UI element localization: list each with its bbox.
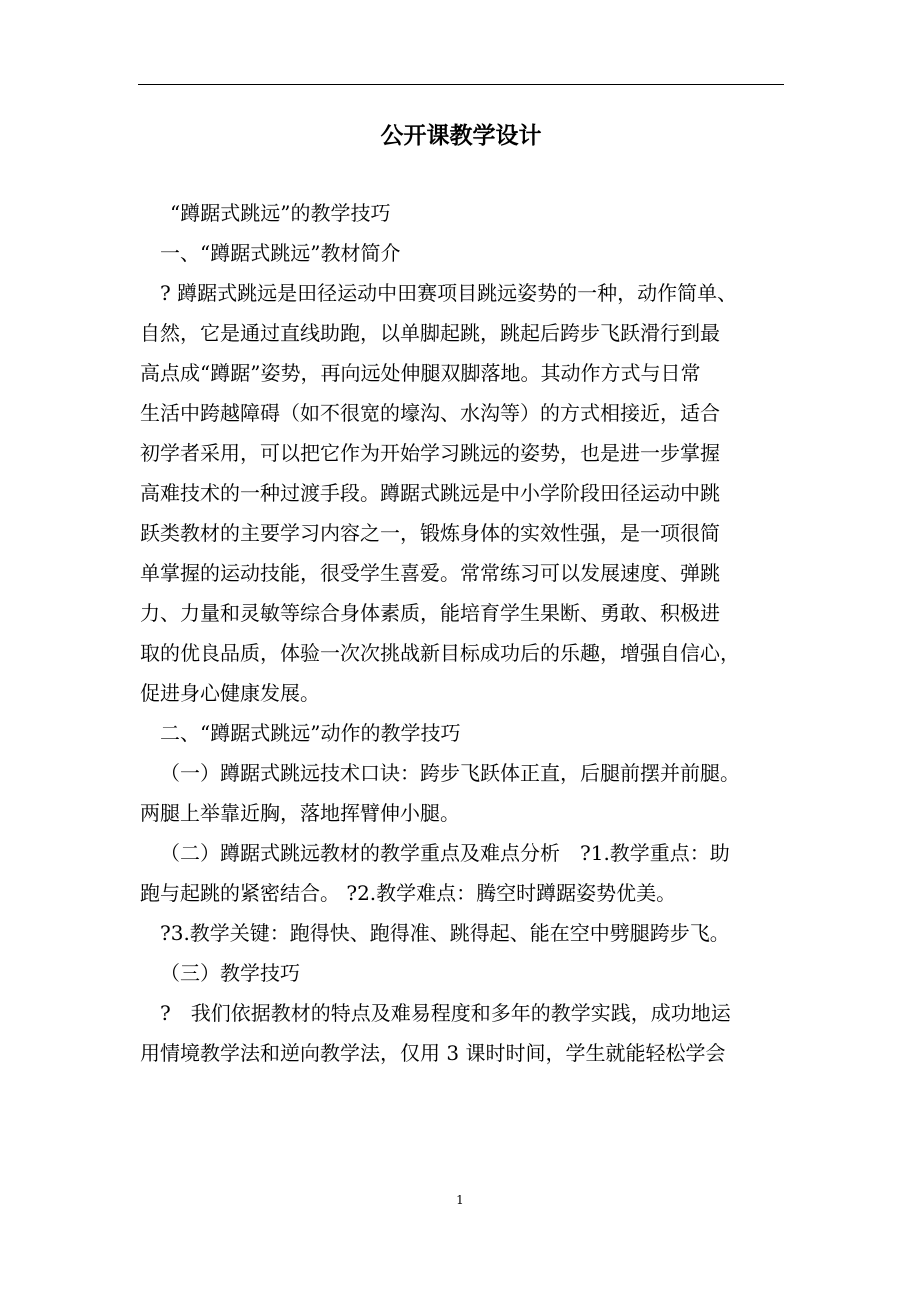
- page-number: 1: [456, 1193, 464, 1207]
- paragraph-line: 跑与起跳的紧密结合。 ?2.教学难点：腾空时蹲踞姿势优美。: [140, 881, 677, 905]
- paragraph-line: ? 蹲踞式跳远是田径运动中田赛项目跳远姿势的一种，动作简单、: [160, 281, 738, 305]
- section-heading-2: 二、“蹲踞式跳远”动作的教学技巧: [160, 721, 461, 745]
- paragraph-line: 跃类教材的主要学习内容之一，锻炼身体的实效性强，是一项很简: [140, 521, 720, 545]
- document-title: 公开课教学设计: [380, 122, 542, 149]
- paragraph-line: （一）蹲踞式跳远技术口诀：跨步飞跃体正直，后腿前摆并前腿。: [160, 761, 740, 785]
- paragraph-line: 取的优良品质，体验一次次挑战新目标成功后的乐趣，增强自信心，: [140, 641, 740, 665]
- paragraph-line: ? 我们依据教材的特点及难易程度和多年的教学实践，成功地运: [160, 1001, 731, 1025]
- paragraph-line: 自然，它是通过直线助跑，以单脚起跳，跳起后跨步飞跃滑行到最: [140, 321, 720, 345]
- paragraph-line: 用情境教学法和逆向教学法，仅用 3 课时时间，学生就能轻松学会: [140, 1041, 726, 1065]
- header-rule: [138, 84, 784, 85]
- paragraph-line: ?3.教学关键：跑得快、跑得准、跳得起、能在空中劈腿跨步飞。: [160, 921, 730, 945]
- section-heading-1: 一、“蹲踞式跳远”教材简介: [160, 241, 401, 265]
- document-body: [140, 193, 786, 1073]
- paragraph-line: 两腿上举靠近胸，落地挥臂伸小腿。: [140, 801, 460, 825]
- paragraph-line: 力、力量和灵敏等综合身体素质，能培育学生果断、勇敢、积极进: [140, 601, 720, 625]
- paragraph-line: 单掌握的运动技能，很受学生喜爱。常常练习可以发展速度、弹跳: [140, 561, 720, 585]
- paragraph-line: 高难技术的一种过渡手段。蹲踞式跳远是中小学阶段田径运动中跳: [140, 481, 720, 505]
- paragraph-line: 初学者采用，可以把它作为开始学习跳远的姿势，也是进一步掌握: [140, 441, 720, 465]
- subsection-heading: （三）教学技巧: [160, 961, 300, 985]
- paragraph-line: 促进身心健康发展。: [140, 681, 320, 705]
- paragraph-line: （二）蹲踞式跳远教材的教学重点及难点分析 ?1.教学重点：助: [160, 841, 730, 865]
- paragraph-line: 生活中跨越障碍（如不很宽的壕沟、水沟等）的方式相接近，适合: [140, 401, 720, 425]
- subtitle-line: “蹲踞式跳远”的教学技巧: [170, 201, 391, 225]
- paragraph-line: 高点成“蹲踞”姿势，再向远处伸腿双脚落地。其动作方式与日常: [140, 361, 701, 385]
